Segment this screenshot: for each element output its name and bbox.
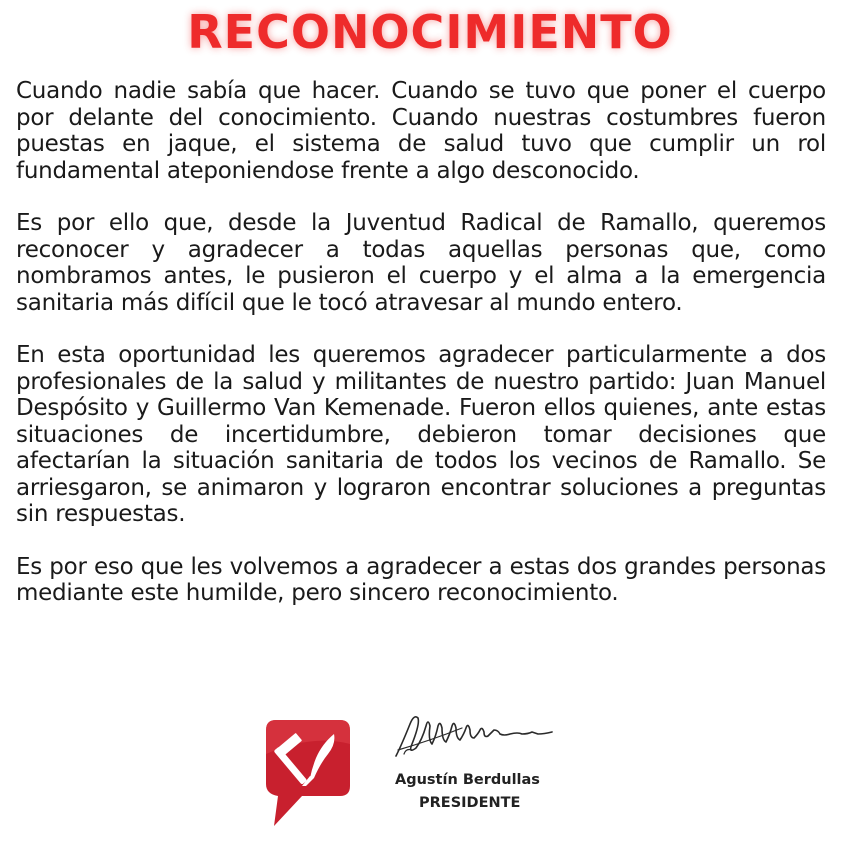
paragraph-4: Es por eso que les volvemos a agradecer a estas dos grandes personas mediante este humilde, pero sincero reconocimiento. (16, 553, 826, 606)
paragraph-3: En esta oportunidad les queremos agradecer particularmente a dos profesionales de la salud y militantes de nuestro partido: Juan Manuel Despósito y Guillermo Van Kemenade. Fueron ellos quienes, ante estas situaciones de incertidumbre, debieron tomar decisiones que afectarían la situación sanitaria de todos los vecinos de Ramallo. Se arriesgaron, se animaron y lograron encontrar soluciones a preguntas sin respuestas. (16, 342, 826, 527)
paragraph-1: Cuando nadie sabía que hacer. Cuando se tuvo que poner el cuerpo por delante del conocimiento. Cuando nuestras costumbres fueron puestas en jaque, el sistema de salud tuvo que cumplir un rol fundamental ateponiendose frente a algo desconocido. (16, 78, 826, 184)
signer-name: Agustín Berdullas (395, 772, 540, 788)
paragraph-2: Es por ello que, desde la Juventud Radical de Ramallo, queremos reconocer y agradecer a todas aquellas personas que, como nombramos antes, le pusieron el cuerpo y el alma a la emergencia sanitaria más difícil que le tocó atravesar al mundo entero. (16, 210, 826, 316)
handwritten-signature-icon (392, 704, 562, 764)
letter-body (16, 78, 826, 633)
signer-role: PRESIDENTE (419, 795, 521, 811)
ucr-hammer-quill-logo-icon (262, 714, 354, 830)
page-title: RECONOCIMIENTO (187, 5, 673, 59)
signature-block (262, 700, 602, 840)
